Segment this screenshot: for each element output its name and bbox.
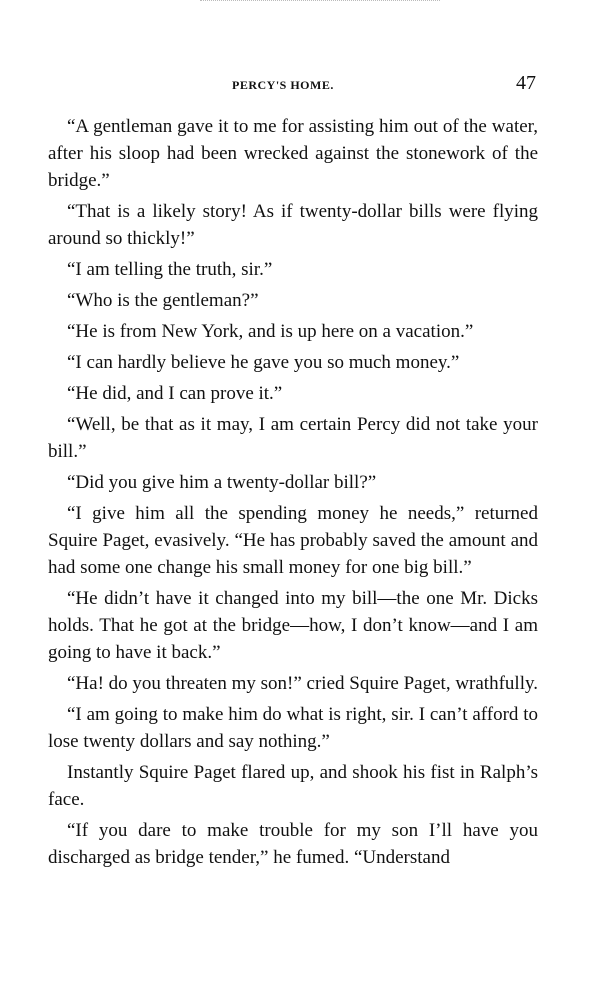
page-header [48,72,538,98]
paragraph: “Ha! do you threaten my son!” cried Squire Paget, wrathfully. [67,673,538,694]
paragraph: “I am going to make him do what is right, sir. I can’t afford to lose twenty dollars and say nothing.” [48,704,538,752]
running-head: PERCY'S HOME. [232,78,334,92]
paragraph: “Who is the gentleman?” [67,290,259,311]
paragraph: “If you dare to make trouble for my son I’ll have you discharged as bridge tender,” he fumed. “Understand [48,820,538,868]
paragraph: “I can hardly believe he gave you so much money.” [67,352,460,373]
paragraph: “That is a likely story! As if twenty-dollar bills were flying around so thickly!” [48,201,538,249]
paragraph: “Well, be that as it may, I am certain Percy did not take your bill.” [48,414,538,462]
scan-artifact-line [200,0,440,4]
paragraph: “I give him all the spending money he needs,” returned Squire Paget, evasively. “He has probably saved the amount and had some one change his small money for one big bill.” [48,503,538,578]
page-body [48,113,538,875]
paragraph: “I am telling the truth, sir.” [67,259,273,280]
paragraph: Instantly Squire Paget flared up, and shook his fist in Ralph’s face. [48,762,538,810]
page-number: 47 [516,72,536,94]
paragraph: “A gentleman gave it to me for assisting him out of the water, after his sloop had been wrecked against the stonework of the bridge.” [48,116,538,191]
paragraph: “Did you give him a twenty-dollar bill?” [67,472,377,493]
paragraph: “He didn’t have it changed into my bill—the one Mr. Dicks holds. That he got at the bridge—how, I don’t know—and I am going to have it back.” [48,588,538,663]
paragraph: “He did, and I can prove it.” [67,383,283,404]
paragraph: “He is from New York, and is up here on a vacation.” [67,321,474,342]
